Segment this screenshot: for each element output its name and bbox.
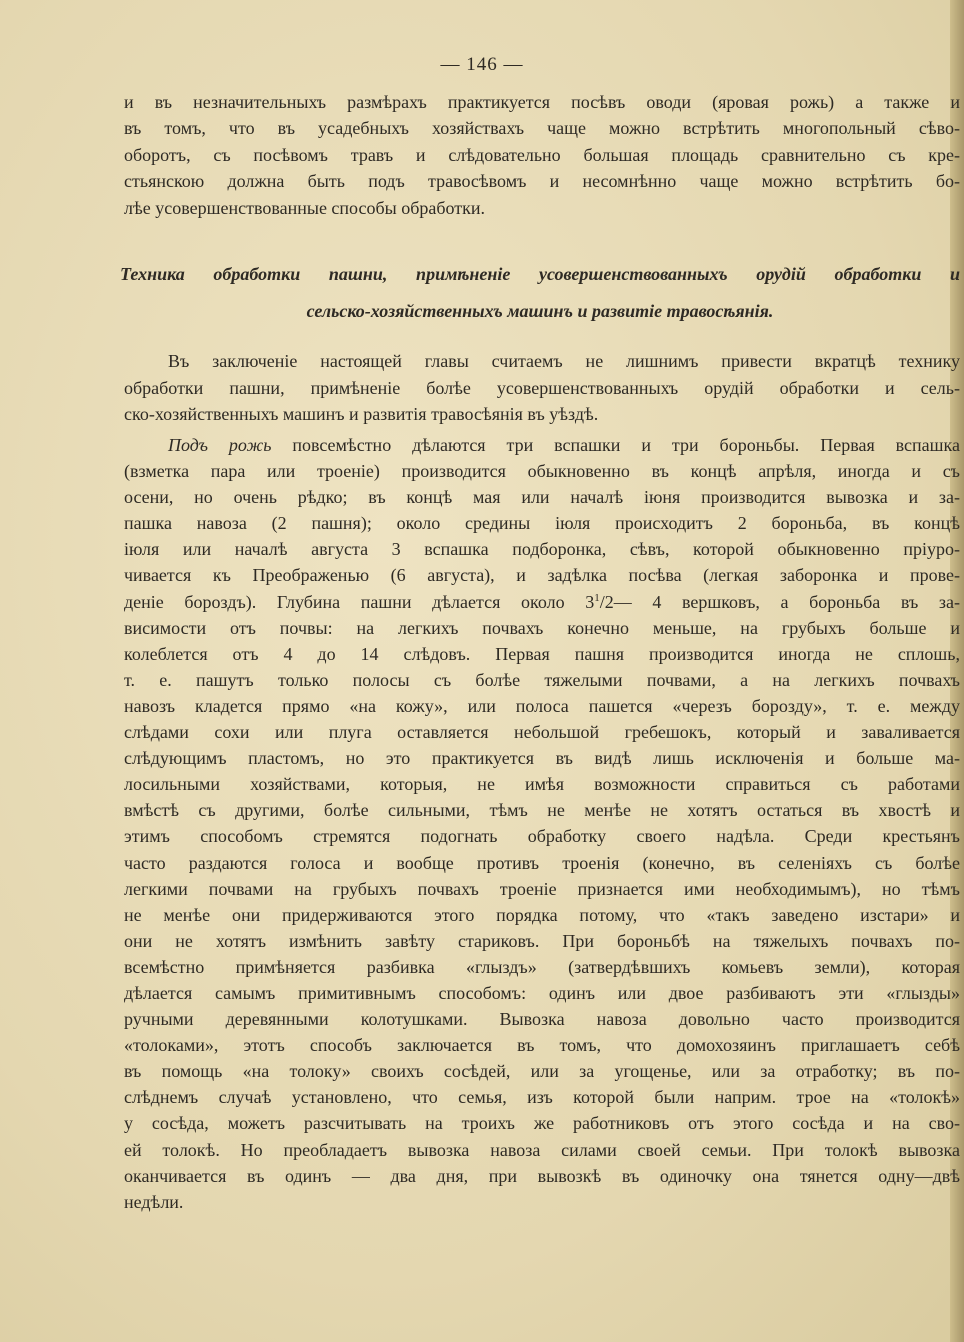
text-line: ско-хозяйственныхъ машинъ и развитія травосѣянія въ уѣздѣ. <box>124 404 599 424</box>
text-line: «толоками», этотъ способъ заключается въ томъ, что домохозяинъ приглашаетъ себѣ <box>124 1035 960 1056</box>
text-line: висимости отъ почвы: на легкихъ почвахъ конечно меньше, на грубыхъ больше и <box>124 617 960 638</box>
text-line: ей толокѣ. Но преобладаетъ вывозка навоза силами своей семьи. При толокѣ вывозка <box>124 1139 960 1160</box>
paragraph-main <box>124 432 960 1215</box>
text-line: оканчивается въ одинъ — два дня, при вывозкѣ въ одиночку она тянется одну—двѣ <box>124 1165 960 1186</box>
page-number: — 146 — <box>440 54 524 75</box>
paragraph-continued <box>124 89 960 221</box>
fraction-numerator: 1 <box>594 591 600 604</box>
text-line: всемѣстно примѣняется разбивка «глыздъ» (затвердѣвшихъ комьевъ земли), которая <box>124 956 960 977</box>
text-line: слѣдующимъ пластомъ, но это практикуется въ видѣ лишь исключенія и больше ма- <box>124 748 960 769</box>
text-line: ручными деревянными колотушками. Вывозка навоза довольно часто производится <box>124 1009 960 1030</box>
text-line: Въ заключеніе настоящей главы считаемъ не лишнимъ привести вкратцѣ технику <box>168 351 960 371</box>
heading-line: сельско-хозяйственныхъ машинъ и развитіе травосѣянія. <box>306 301 774 321</box>
heading-line: Техника обработки пашни, примѣненіе усовершенствованныхъ орудій обработки и <box>120 264 960 284</box>
text-line: чивается къ Преображенью (6 августа), и задѣлка посѣва (легкая заборонка и прове- <box>124 565 960 586</box>
text-line: (взметка пара или троеніе) производится обыкновенно въ концѣ апрѣля, иногда и съ <box>124 461 960 482</box>
fraction-denominator: 2 <box>604 591 614 612</box>
text-line: вмѣстѣ съ другими, болѣе сильными, тѣмъ не менѣе не хотятъ остаться въ хвостѣ и <box>124 800 960 821</box>
text-line: у сосѣда, можетъ разсчитывать на троихъ же работниковъ отъ этого сосѣда и на сво- <box>124 1113 960 1134</box>
text-line: въ томъ, что въ усадебныхъ хозяйствахъ чаще можно встрѣтить многопольный сѣво- <box>124 118 960 139</box>
text-line: деніе бороздъ). Глубина пашни дѣлается около $3^1/2—$ 4 вершковъ, а бороньба въ за- <box>124 591 960 612</box>
text-line: этимъ способомъ стремятся подогнать обработку своего надѣла. Среди крестьянъ <box>124 826 960 847</box>
text-line: слѣднемъ случаѣ установлено, что семья, изъ которой были наприм. трое на «толокѣ» <box>124 1087 960 1108</box>
paragraph-intro <box>124 348 960 428</box>
text-line: стьянскою должна быть подъ травосѣвомъ и несомнѣнно чаще можно встрѣтить бо- <box>124 171 960 192</box>
text-line: лѣе усовершенствованные способы обработки. <box>124 197 486 218</box>
text-line: дѣлается самымъ примитивнымъ способомъ: одинъ или двое разбиваютъ эти «глызды» <box>124 982 960 1003</box>
text-line: Подъ рожь повсемѣстно дѣлаются три вспашки и три бороньбы. Первая вспашка <box>168 435 960 455</box>
text-line: колеблется отъ 4 до 14 слѣдовъ. Первая пашня производится иногда не сплошь, <box>124 643 960 664</box>
text-line: іюля или началѣ августа 3 вспашка подборонка, сѣвъ, которой обыкновенно пріуро- <box>124 539 960 560</box>
text-line: они не хотятъ измѣнить завѣту стариковъ. При бороньбѣ на тяжелыхъ почвахъ по- <box>124 930 960 951</box>
text-line: навозъ кладется прямо «на кожу», или полоса пашется «черезъ борозду», т. е. между <box>124 695 960 716</box>
text-line: обработки пашни, примѣненіе болѣе усовершенствованныхъ орудій обработки и сель- <box>124 377 960 398</box>
text-line: и въ незначительныхъ размѣрахъ практикуется посѣвъ оводи (яровая рожь) а также и <box>124 92 960 112</box>
section-heading <box>120 256 960 330</box>
text-line: т. е. пашутъ только полосы съ болѣе тяжелыми почвами, а на легкихъ почвахъ <box>124 669 960 690</box>
text-line: оборотъ, съ посѣвомъ травъ и слѣдовательно большая площадь сравнительно съ кре- <box>124 144 960 165</box>
text-line: недѣли. <box>124 1191 184 1212</box>
text-line: пашка навоза (2 пашня); около средины іюля происходитъ 2 бороньба, въ концѣ <box>124 513 960 534</box>
text-line: слѣдами сохи или плуга оставляется небольшой гребешокъ, который и заваливается <box>124 722 960 743</box>
text-line: часто раздаются голоса и вообще противъ троенія (конечно, въ селеніяхъ съ болѣе <box>124 852 960 873</box>
text-line: легкими почвами на грубыхъ почвахъ троеніе признается ими необходимымъ), но тѣмъ <box>124 878 960 899</box>
text-line: въ помощь «на толоку» своихъ сосѣдей, или за угощенье, или за отработку; въ по- <box>124 1061 960 1082</box>
text-line: лосильными хозяйствами, которыя, не имѣя возможности справиться съ работами <box>124 774 960 795</box>
fraction-slash: / <box>599 591 605 612</box>
text-line: осени, но очень рѣдко; въ концѣ мая или началѣ іюня производится вывозка и за- <box>124 487 960 508</box>
text-line: не менѣе они придерживаются этого порядка потому, что «такъ заведено изстари» и <box>124 904 960 925</box>
lead-phrase: Подъ рожь <box>168 435 272 455</box>
